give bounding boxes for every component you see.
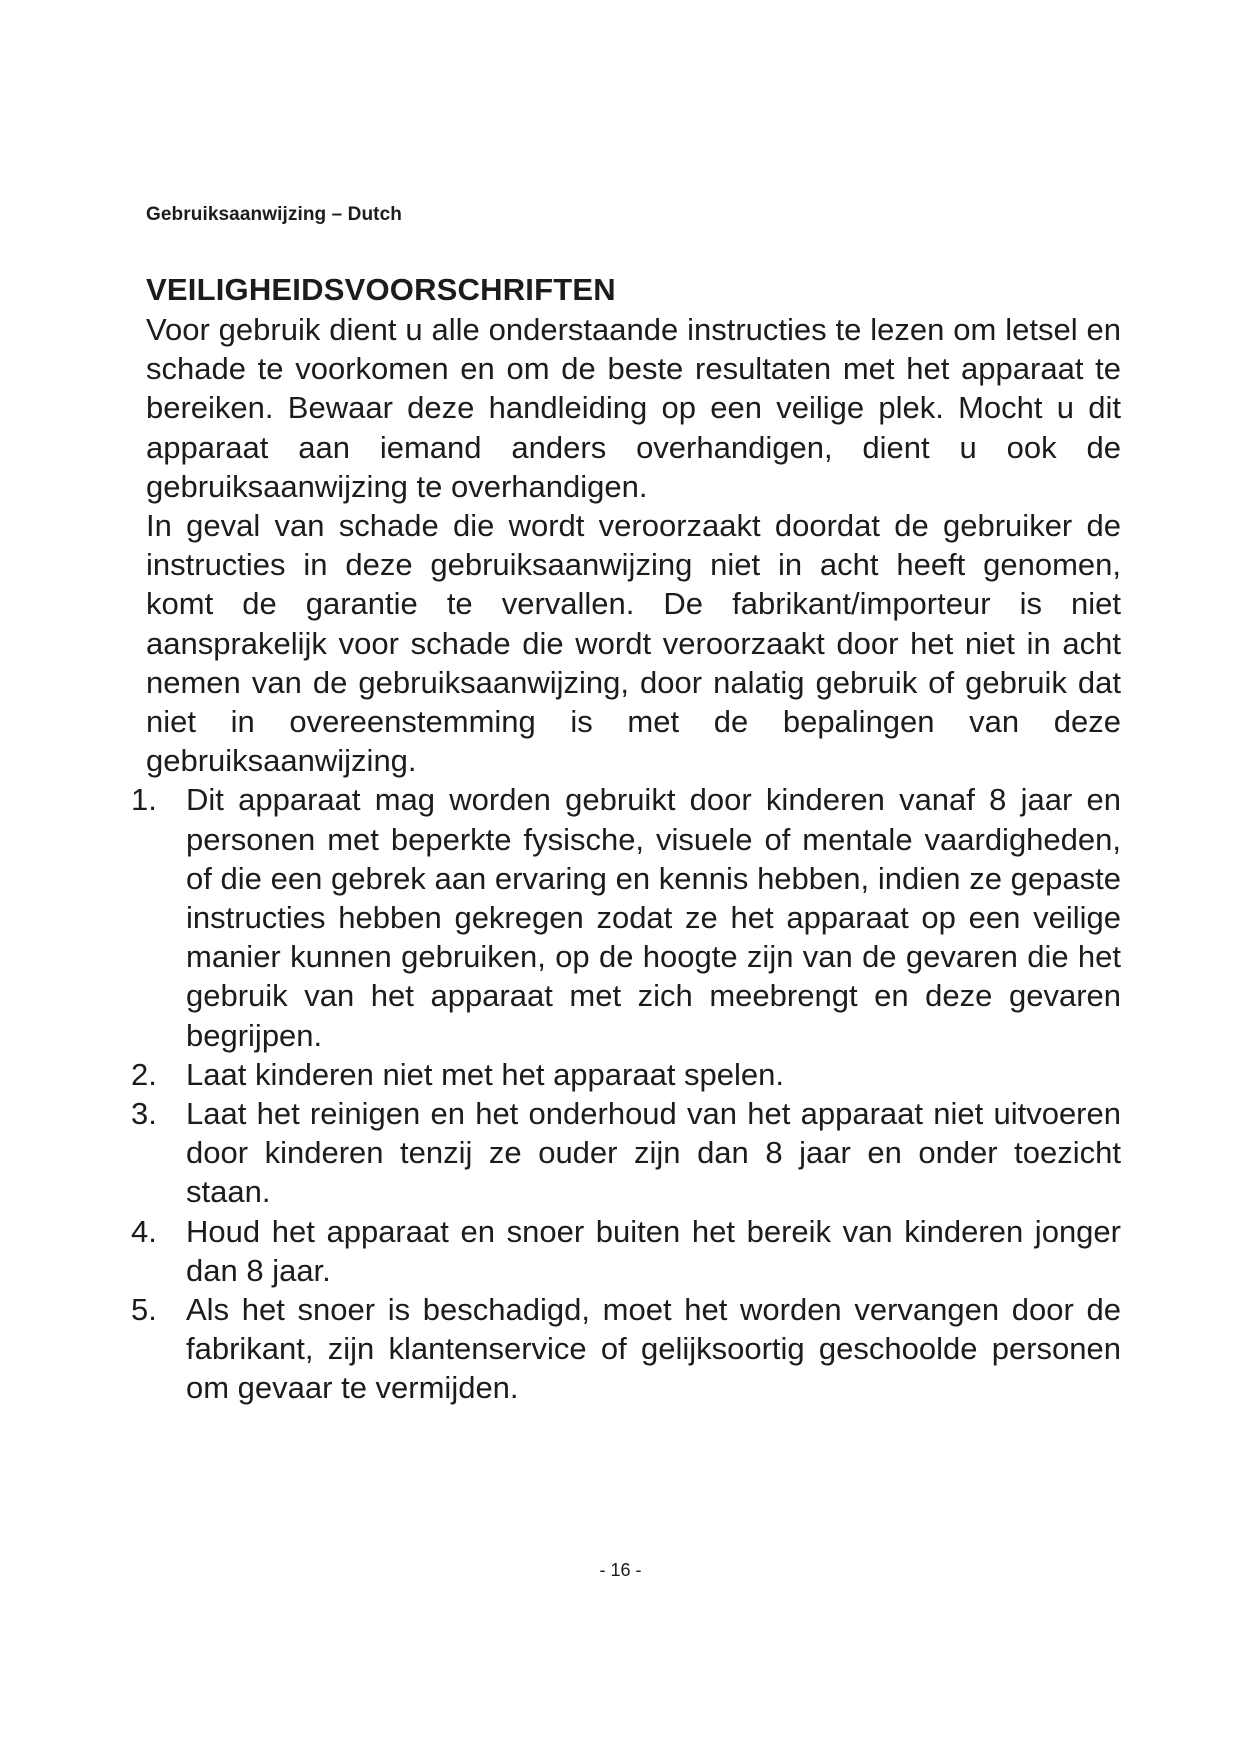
- list-item-number: 2.: [131, 1056, 157, 1092]
- page-number: - 16 -: [599, 1560, 642, 1580]
- list-item-text: Laat kinderen niet met het apparaat spelen.: [186, 1056, 785, 1092]
- list-item: [131, 1212, 1121, 1290]
- list-item: [131, 780, 1121, 1054]
- intro-paragraph: Voor gebruik dient u alle onderstaande instructies te lezen om letsel en schade te voorkomen en om de beste resultaten met het apparaat te bereiken. Bewaar deze handleiding op een veilige plek. Mocht u dit apparaat aan iemand anders overhandigen, dient u ook de gebruiksaanwijzing te overhandigen.: [146, 312, 1121, 504]
- page-content: [131, 270, 1121, 1408]
- list-item-text: Laat het reinigen en het onderhoud van het apparaat niet uitvoeren door kinderen tenzij ze ouder zijn dan 8 jaar en onder toezicht staan.: [186, 1096, 1121, 1210]
- list-item-number: 5.: [131, 1292, 157, 1328]
- section-title: VEILIGHEIDSVOORSCHRIFTEN: [146, 272, 616, 307]
- list-item-number: 3.: [131, 1096, 157, 1132]
- list-item: [131, 1290, 1121, 1408]
- liability-paragraph: In geval van schade die wordt veroorzaakt doordat de gebruiker de instructies in deze gebruiksaanwijzing niet in acht heeft genomen, komt de garantie te vervallen. De fabrikant/importeur is niet aansprakelijk voor schade die wordt veroorzaakt door het niet in acht nemen van de gebruiksaanwijzing, door nalatig gebruik of gebruik dat niet in overeenstemming is met de bepalingen van deze gebruiksaanwijzing.: [146, 508, 1121, 779]
- list-item-number: 4.: [131, 1213, 157, 1249]
- list-item-number: 1.: [131, 782, 157, 818]
- safety-list: [131, 780, 1121, 1407]
- list-item: [131, 1094, 1121, 1212]
- list-item-text: Als het snoer is beschadigd, moet het worden vervangen door de fabrikant, zijn klantenservice of gelijksoortig geschoolde personen om gevaar te vermijden.: [186, 1292, 1121, 1406]
- list-item-text: Houd het apparaat en snoer buiten het bereik van kinderen jonger dan 8 jaar.: [186, 1213, 1121, 1288]
- list-item: [131, 1055, 1121, 1094]
- running-header: Gebruiksaanwijzing – Dutch: [146, 204, 402, 225]
- list-item-text: Dit apparaat mag worden gebruikt door kinderen vanaf 8 jaar en personen met beperkte fysische, visuele of mentale vaardigheden, of die een gebrek aan ervaring en kennis hebben, indien ze gepaste instructies hebben gekregen zodat ze het apparaat op een veilige manier kunnen gebruiken, op de hoogte zijn van de gevaren die het gebruik van het apparaat met zich meebrengt en deze gevaren begrijpen.: [186, 782, 1121, 1053]
